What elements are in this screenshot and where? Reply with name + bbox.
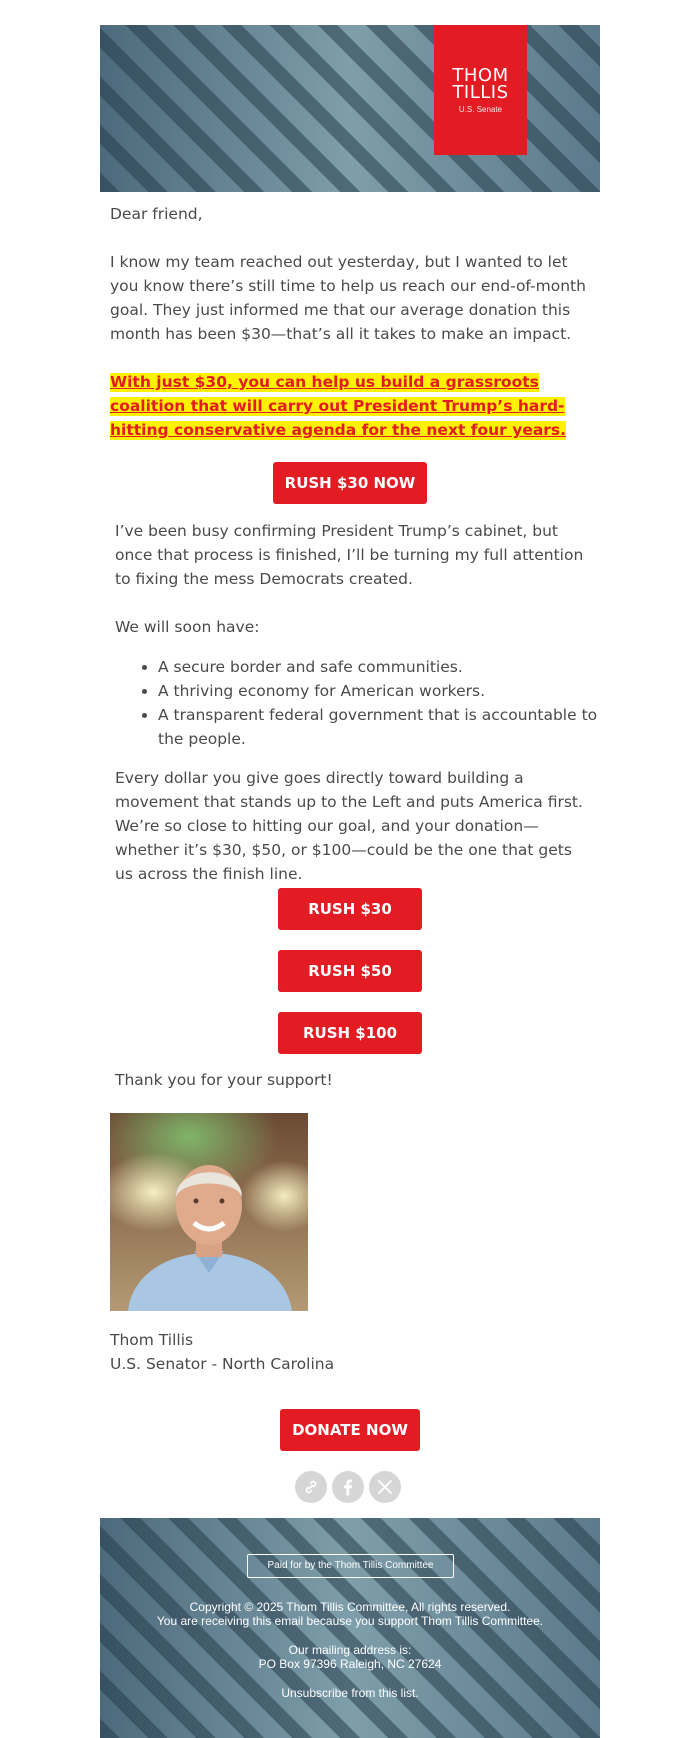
mailing-address-label: Our mailing address is: xyxy=(288,1643,412,1657)
signer-name: Thom Tillis xyxy=(110,1331,194,1349)
list-item: • A transparent federal government that is accountable to the people. xyxy=(158,703,618,751)
copyright-text: Copyright © 2025 Thom Tillis Committee, All rights reserved. xyxy=(189,1600,511,1614)
rush-50-button[interactable]: RUSH $50 xyxy=(278,950,422,992)
x-icon[interactable] xyxy=(369,1471,401,1503)
portrait-illustration xyxy=(110,1113,308,1311)
goals-list xyxy=(118,655,618,751)
highlight-link[interactable]: With just $30, you can help us build a grassroots coalition that will carry out President Trump’s hard-hitting conservative agenda for the next four years. xyxy=(110,373,567,439)
logo-subtitle: U.S. Senate xyxy=(458,104,503,114)
footer xyxy=(100,1518,600,1738)
highlight-paragraph[interactable] xyxy=(110,370,590,442)
greeting: Dear friend, xyxy=(110,205,203,223)
unsubscribe-link[interactable]: Unsubscribe from this list. xyxy=(281,1686,419,1700)
cabinet-paragraph: I’ve been busy confirming President Trump’s cabinet, but once that process is finished, I’ll be turning my full attention to fixing the mess Democrats created. xyxy=(115,522,584,588)
appeal-paragraph: Every dollar you give goes directly toward building a movement that stands up to the Left and puts America first. We’re so close to hitting our goal, and your donation—whether it’s $30, $50, or $100—could be the one that gets us across the finish line. xyxy=(115,769,583,883)
thank-you-text: Thank you for your support! xyxy=(115,1071,333,1089)
link-icon[interactable] xyxy=(295,1471,327,1503)
rush-30-button[interactable]: RUSH $30 xyxy=(278,888,422,930)
campaign-logo[interactable] xyxy=(434,25,527,155)
rush-30-now-button[interactable]: RUSH $30 NOW xyxy=(273,462,427,504)
header-banner xyxy=(100,25,600,192)
list-intro: We will soon have: xyxy=(115,618,260,636)
logo-line-1: THOM xyxy=(452,64,509,86)
donate-now-button[interactable]: DONATE NOW xyxy=(280,1409,420,1451)
mailing-address: PO Box 97396 Raleigh, NC 27624 xyxy=(258,1657,442,1671)
logo-line-2: TILLIS xyxy=(452,81,509,103)
list-item: • A thriving economy for American workers. xyxy=(158,679,618,703)
rush-100-button[interactable]: RUSH $100 xyxy=(278,1012,422,1054)
receiving-reason-text: You are receiving this email because you support Thom Tillis Committee. xyxy=(156,1614,544,1628)
facebook-icon[interactable] xyxy=(332,1471,364,1503)
list-item: • A secure border and safe communities. xyxy=(158,655,618,679)
intro-paragraph: I know my team reached out yesterday, but I wanted to let you know there’s still time to help us reach our end-of-month goal. They just informed me that our average donation this month has been $30—that’s all it takes to make an impact. xyxy=(110,253,586,343)
signer-title: U.S. Senator - North Carolina xyxy=(110,1355,335,1373)
paid-for-disclaimer: Paid for by the Thom Tillis Committee xyxy=(247,1554,454,1578)
senator-photo xyxy=(110,1113,308,1311)
